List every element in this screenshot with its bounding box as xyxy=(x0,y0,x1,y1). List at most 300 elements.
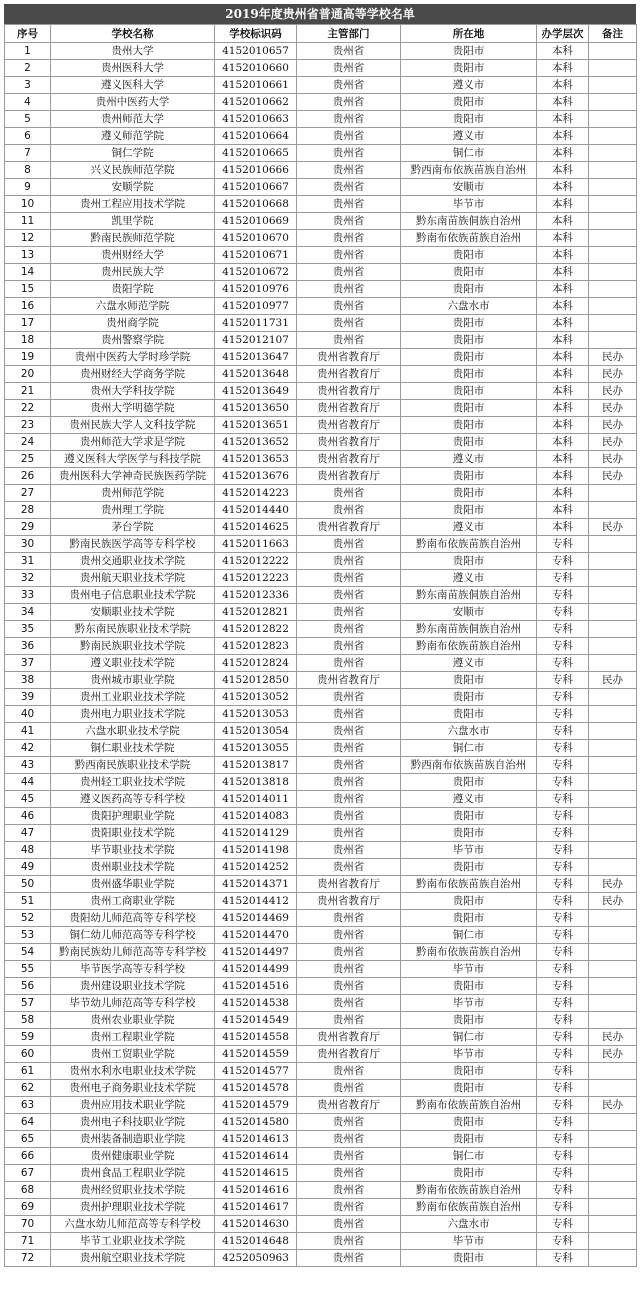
level-cell: 专科 xyxy=(537,1182,589,1199)
school-name-cell: 茅台学院 xyxy=(51,519,215,536)
school-code-cell: 4152010665 xyxy=(215,145,297,162)
school-code-cell: 4152012107 xyxy=(215,332,297,349)
index-cell: 27 xyxy=(5,485,51,502)
school-code-cell: 4152014499 xyxy=(215,961,297,978)
school-code-cell: 4152014538 xyxy=(215,995,297,1012)
location-cell: 贵阳市 xyxy=(401,774,537,791)
school-code-cell: 4152010664 xyxy=(215,128,297,145)
remark-cell: 民办 xyxy=(589,417,637,434)
location-cell: 贵阳市 xyxy=(401,1165,537,1182)
school-code-cell: 4152013650 xyxy=(215,400,297,417)
remark-cell xyxy=(589,757,637,774)
level-cell: 本科 xyxy=(537,145,589,162)
level-cell: 专科 xyxy=(537,961,589,978)
department-cell: 贵州省 xyxy=(297,1131,401,1148)
school-name-cell: 铜仁幼儿师范高等专科学校 xyxy=(51,927,215,944)
school-code-cell: 4152014516 xyxy=(215,978,297,995)
school-code-cell: 4152014580 xyxy=(215,1114,297,1131)
location-cell: 毕节市 xyxy=(401,995,537,1012)
level-cell: 专科 xyxy=(537,978,589,995)
school-code-cell: 4152014614 xyxy=(215,1148,297,1165)
remark-cell xyxy=(589,1148,637,1165)
index-cell: 39 xyxy=(5,689,51,706)
department-cell: 贵州省 xyxy=(297,1250,401,1267)
index-cell: 18 xyxy=(5,332,51,349)
school-code-cell: 4152014559 xyxy=(215,1046,297,1063)
remark-cell: 民办 xyxy=(589,366,637,383)
location-cell: 贵阳市 xyxy=(401,1131,537,1148)
remark-cell: 民办 xyxy=(589,349,637,366)
level-cell: 专科 xyxy=(537,791,589,808)
school-code-cell: 4152013676 xyxy=(215,468,297,485)
school-name-cell: 贵州师范大学求是学院 xyxy=(51,434,215,451)
school-code-cell: 4152013055 xyxy=(215,740,297,757)
remark-cell xyxy=(589,1165,637,1182)
school-name-cell: 贵州盛华职业学院 xyxy=(51,876,215,893)
remark-cell xyxy=(589,859,637,876)
level-cell: 本科 xyxy=(537,366,589,383)
remark-cell xyxy=(589,944,637,961)
index-cell: 57 xyxy=(5,995,51,1012)
remark-cell xyxy=(589,179,637,196)
table-row xyxy=(5,485,637,502)
school-code-cell: 4152011663 xyxy=(215,536,297,553)
remark-cell: 民办 xyxy=(589,383,637,400)
level-cell: 专科 xyxy=(537,1080,589,1097)
level-cell: 本科 xyxy=(537,247,589,264)
school-name-cell: 贵州工业职业技术学院 xyxy=(51,689,215,706)
department-cell: 贵州省 xyxy=(297,553,401,570)
school-name-cell: 贵州建设职业技术学院 xyxy=(51,978,215,995)
school-name-cell: 贵州财经大学 xyxy=(51,247,215,264)
department-cell: 贵州省 xyxy=(297,1199,401,1216)
level-cell: 本科 xyxy=(537,451,589,468)
table-row xyxy=(5,1148,637,1165)
department-cell: 贵州省 xyxy=(297,179,401,196)
department-cell: 贵州省教育厅 xyxy=(297,893,401,910)
index-cell: 11 xyxy=(5,213,51,230)
level-cell: 专科 xyxy=(537,1131,589,1148)
department-cell: 贵州省 xyxy=(297,485,401,502)
school-code-cell: 4152012336 xyxy=(215,587,297,604)
header-school-code: 学校标识码 xyxy=(215,25,297,43)
remark-cell xyxy=(589,638,637,655)
level-cell: 本科 xyxy=(537,281,589,298)
level-cell: 专科 xyxy=(537,1148,589,1165)
department-cell: 贵州省 xyxy=(297,1216,401,1233)
index-cell: 31 xyxy=(5,553,51,570)
department-cell: 贵州省 xyxy=(297,842,401,859)
school-code-cell: 4152013651 xyxy=(215,417,297,434)
level-cell: 本科 xyxy=(537,128,589,145)
level-cell: 本科 xyxy=(537,230,589,247)
location-cell: 贵阳市 xyxy=(401,1114,537,1131)
index-cell: 20 xyxy=(5,366,51,383)
department-cell: 贵州省 xyxy=(297,230,401,247)
location-cell: 贵阳市 xyxy=(401,94,537,111)
level-cell: 专科 xyxy=(537,910,589,927)
remark-cell xyxy=(589,774,637,791)
department-cell: 贵州省教育厅 xyxy=(297,672,401,689)
remark-cell xyxy=(589,995,637,1012)
department-cell: 贵州省教育厅 xyxy=(297,434,401,451)
school-code-cell: 4152014578 xyxy=(215,1080,297,1097)
location-cell: 贵阳市 xyxy=(401,111,537,128)
header-remark: 备注 xyxy=(589,25,637,43)
department-cell: 贵州省 xyxy=(297,502,401,519)
index-cell: 49 xyxy=(5,859,51,876)
remark-cell xyxy=(589,77,637,94)
school-code-cell: 4152012822 xyxy=(215,621,297,638)
index-cell: 30 xyxy=(5,536,51,553)
school-name-cell: 贵阳护理职业学院 xyxy=(51,808,215,825)
school-name-cell: 贵阳幼儿师范高等专科学校 xyxy=(51,910,215,927)
index-cell: 72 xyxy=(5,1250,51,1267)
remark-cell xyxy=(589,281,637,298)
school-table xyxy=(4,24,637,1267)
table-row xyxy=(5,213,637,230)
header-level: 办学层次 xyxy=(537,25,589,43)
table-row xyxy=(5,332,637,349)
school-name-cell: 贵州电子科技职业学院 xyxy=(51,1114,215,1131)
index-cell: 29 xyxy=(5,519,51,536)
school-name-cell: 六盘水职业技术学院 xyxy=(51,723,215,740)
remark-cell xyxy=(589,332,637,349)
table-row xyxy=(5,893,637,910)
remark-cell xyxy=(589,791,637,808)
school-code-cell: 4152014613 xyxy=(215,1131,297,1148)
index-cell: 54 xyxy=(5,944,51,961)
school-name-cell: 遵义师范学院 xyxy=(51,128,215,145)
remark-cell: 民办 xyxy=(589,1029,637,1046)
department-cell: 贵州省 xyxy=(297,332,401,349)
school-name-cell: 贵州民族大学 xyxy=(51,264,215,281)
level-cell: 专科 xyxy=(537,536,589,553)
table-row xyxy=(5,111,637,128)
location-cell: 黔东南苗族侗族自治州 xyxy=(401,587,537,604)
index-cell: 10 xyxy=(5,196,51,213)
remark-cell xyxy=(589,927,637,944)
remark-cell xyxy=(589,1080,637,1097)
school-code-cell: 4152014558 xyxy=(215,1029,297,1046)
school-code-cell: 4152010662 xyxy=(215,94,297,111)
index-cell: 6 xyxy=(5,128,51,145)
remark-cell: 民办 xyxy=(589,519,637,536)
remark-cell xyxy=(589,587,637,604)
remark-cell xyxy=(589,1250,637,1267)
level-cell: 专科 xyxy=(537,1097,589,1114)
school-code-cell: 4152012824 xyxy=(215,655,297,672)
location-cell: 贵阳市 xyxy=(401,978,537,995)
school-code-cell: 4152010672 xyxy=(215,264,297,281)
header-department: 主管部门 xyxy=(297,25,401,43)
school-name-cell: 贵阳学院 xyxy=(51,281,215,298)
remark-cell xyxy=(589,808,637,825)
level-cell: 本科 xyxy=(537,196,589,213)
school-code-cell: 4152014412 xyxy=(215,893,297,910)
school-name-cell: 黔南民族幼儿师范高等专科学校 xyxy=(51,944,215,961)
remark-cell xyxy=(589,1063,637,1080)
remark-cell xyxy=(589,1233,637,1250)
school-name-cell: 凯里学院 xyxy=(51,213,215,230)
table-row xyxy=(5,1250,637,1267)
department-cell: 贵州省教育厅 xyxy=(297,1097,401,1114)
location-cell: 遵义市 xyxy=(401,128,537,145)
level-cell: 本科 xyxy=(537,43,589,60)
level-cell: 专科 xyxy=(537,621,589,638)
table-row xyxy=(5,910,637,927)
location-cell: 黔南布依族苗族自治州 xyxy=(401,638,537,655)
table-row xyxy=(5,706,637,723)
department-cell: 贵州省 xyxy=(297,196,401,213)
index-cell: 34 xyxy=(5,604,51,621)
index-cell: 71 xyxy=(5,1233,51,1250)
location-cell: 遵义市 xyxy=(401,570,537,587)
table-row xyxy=(5,723,637,740)
level-cell: 专科 xyxy=(537,757,589,774)
table-row xyxy=(5,128,637,145)
level-cell: 专科 xyxy=(537,689,589,706)
department-cell: 贵州省教育厅 xyxy=(297,451,401,468)
index-cell: 37 xyxy=(5,655,51,672)
department-cell: 贵州省 xyxy=(297,77,401,94)
school-code-cell: 4152012821 xyxy=(215,604,297,621)
location-cell: 贵阳市 xyxy=(401,859,537,876)
school-code-cell: 4152012223 xyxy=(215,570,297,587)
index-cell: 13 xyxy=(5,247,51,264)
table-row xyxy=(5,604,637,621)
level-cell: 专科 xyxy=(537,587,589,604)
school-code-cell: 4152014198 xyxy=(215,842,297,859)
index-cell: 35 xyxy=(5,621,51,638)
location-cell: 遵义市 xyxy=(401,77,537,94)
department-cell: 贵州省 xyxy=(297,570,401,587)
location-cell: 黔南布依族苗族自治州 xyxy=(401,1182,537,1199)
department-cell: 贵州省 xyxy=(297,723,401,740)
location-cell: 贵阳市 xyxy=(401,1012,537,1029)
location-cell: 贵阳市 xyxy=(401,893,537,910)
school-name-cell: 贵州工程职业学院 xyxy=(51,1029,215,1046)
remark-cell xyxy=(589,723,637,740)
table-row xyxy=(5,1199,637,1216)
school-code-cell: 4152010657 xyxy=(215,43,297,60)
level-cell: 专科 xyxy=(537,570,589,587)
table-row xyxy=(5,825,637,842)
index-cell: 15 xyxy=(5,281,51,298)
school-code-cell: 4152014469 xyxy=(215,910,297,927)
table-row xyxy=(5,400,637,417)
school-name-cell: 铜仁职业技术学院 xyxy=(51,740,215,757)
location-cell: 贵阳市 xyxy=(401,400,537,417)
table-row xyxy=(5,757,637,774)
level-cell: 专科 xyxy=(537,1233,589,1250)
table-row xyxy=(5,434,637,451)
remark-cell xyxy=(589,264,637,281)
school-name-cell: 贵州中医药大学时珍学院 xyxy=(51,349,215,366)
remark-cell xyxy=(589,162,637,179)
remark-cell: 民办 xyxy=(589,1046,637,1063)
index-cell: 66 xyxy=(5,1148,51,1165)
remark-cell xyxy=(589,910,637,927)
school-name-cell: 贵州经贸职业技术学院 xyxy=(51,1182,215,1199)
department-cell: 贵州省 xyxy=(297,791,401,808)
level-cell: 本科 xyxy=(537,417,589,434)
location-cell: 遵义市 xyxy=(401,655,537,672)
remark-cell xyxy=(589,94,637,111)
header-school-name: 学校名称 xyxy=(51,25,215,43)
school-code-cell: 4152010670 xyxy=(215,230,297,247)
department-cell: 贵州省 xyxy=(297,808,401,825)
location-cell: 毕节市 xyxy=(401,1233,537,1250)
remark-cell xyxy=(589,247,637,264)
school-name-cell: 贵州健康职业学院 xyxy=(51,1148,215,1165)
table-row xyxy=(5,1233,637,1250)
table-row xyxy=(5,298,637,315)
index-cell: 46 xyxy=(5,808,51,825)
school-code-cell: 4152014470 xyxy=(215,927,297,944)
location-cell: 贵阳市 xyxy=(401,349,537,366)
remark-cell xyxy=(589,60,637,77)
department-cell: 贵州省教育厅 xyxy=(297,1046,401,1063)
table-row xyxy=(5,1165,637,1182)
location-cell: 黔东南苗族侗族自治州 xyxy=(401,213,537,230)
department-cell: 贵州省 xyxy=(297,927,401,944)
department-cell: 贵州省 xyxy=(297,1233,401,1250)
department-cell: 贵州省 xyxy=(297,910,401,927)
index-cell: 58 xyxy=(5,1012,51,1029)
index-cell: 45 xyxy=(5,791,51,808)
school-code-cell: 4152013653 xyxy=(215,451,297,468)
table-row xyxy=(5,961,637,978)
table-row xyxy=(5,94,637,111)
school-name-cell: 贵州师范大学 xyxy=(51,111,215,128)
level-cell: 专科 xyxy=(537,876,589,893)
location-cell: 贵阳市 xyxy=(401,1063,537,1080)
location-cell: 贵阳市 xyxy=(401,60,537,77)
table-row xyxy=(5,655,637,672)
level-cell: 专科 xyxy=(537,655,589,672)
level-cell: 专科 xyxy=(537,842,589,859)
location-cell: 铜仁市 xyxy=(401,1148,537,1165)
school-name-cell: 贵州电子商务职业技术学院 xyxy=(51,1080,215,1097)
school-code-cell: 4152013647 xyxy=(215,349,297,366)
remark-cell xyxy=(589,1199,637,1216)
table-row xyxy=(5,689,637,706)
table-body xyxy=(5,43,637,1267)
index-cell: 44 xyxy=(5,774,51,791)
school-name-cell: 遵义医科大学医学与科技学院 xyxy=(51,451,215,468)
table-row xyxy=(5,519,637,536)
location-cell: 黔南布依族苗族自治州 xyxy=(401,876,537,893)
department-cell: 贵州省教育厅 xyxy=(297,400,401,417)
location-cell: 毕节市 xyxy=(401,961,537,978)
department-cell: 贵州省 xyxy=(297,825,401,842)
index-cell: 23 xyxy=(5,417,51,434)
school-code-cell: 4152013648 xyxy=(215,366,297,383)
level-cell: 本科 xyxy=(537,162,589,179)
level-cell: 专科 xyxy=(537,706,589,723)
level-cell: 专科 xyxy=(537,1199,589,1216)
remark-cell xyxy=(589,298,637,315)
school-name-cell: 贵州职业技术学院 xyxy=(51,859,215,876)
table-row xyxy=(5,1029,637,1046)
remark-cell xyxy=(589,213,637,230)
school-name-cell: 安顺职业技术学院 xyxy=(51,604,215,621)
index-cell: 22 xyxy=(5,400,51,417)
table-row xyxy=(5,1080,637,1097)
index-cell: 12 xyxy=(5,230,51,247)
level-cell: 专科 xyxy=(537,1250,589,1267)
school-code-cell: 4152010663 xyxy=(215,111,297,128)
remark-cell xyxy=(589,1131,637,1148)
department-cell: 贵州省 xyxy=(297,774,401,791)
department-cell: 贵州省 xyxy=(297,60,401,77)
location-cell: 毕节市 xyxy=(401,1046,537,1063)
level-cell: 本科 xyxy=(537,332,589,349)
level-cell: 专科 xyxy=(537,944,589,961)
location-cell: 贵阳市 xyxy=(401,910,537,927)
school-name-cell: 贵州装备制造职业学院 xyxy=(51,1131,215,1148)
location-cell: 贵阳市 xyxy=(401,247,537,264)
department-cell: 贵州省教育厅 xyxy=(297,876,401,893)
remark-cell xyxy=(589,706,637,723)
school-code-cell: 4152010976 xyxy=(215,281,297,298)
remark-cell xyxy=(589,604,637,621)
school-name-cell: 贵州农业职业学院 xyxy=(51,1012,215,1029)
department-cell: 贵州省 xyxy=(297,264,401,281)
remark-cell xyxy=(589,1216,637,1233)
remark-cell xyxy=(589,536,637,553)
index-cell: 32 xyxy=(5,570,51,587)
index-cell: 7 xyxy=(5,145,51,162)
level-cell: 本科 xyxy=(537,111,589,128)
location-cell: 遵义市 xyxy=(401,791,537,808)
level-cell: 专科 xyxy=(537,1029,589,1046)
department-cell: 贵州省 xyxy=(297,1012,401,1029)
department-cell: 贵州省 xyxy=(297,944,401,961)
index-cell: 69 xyxy=(5,1199,51,1216)
school-code-cell: 4152010660 xyxy=(215,60,297,77)
department-cell: 贵州省 xyxy=(297,655,401,672)
location-cell: 六盘水市 xyxy=(401,298,537,315)
index-cell: 25 xyxy=(5,451,51,468)
department-cell: 贵州省 xyxy=(297,689,401,706)
school-name-cell: 铜仁学院 xyxy=(51,145,215,162)
school-code-cell: 4152010661 xyxy=(215,77,297,94)
department-cell: 贵州省 xyxy=(297,995,401,1012)
table-row xyxy=(5,553,637,570)
index-cell: 21 xyxy=(5,383,51,400)
table-header-row xyxy=(5,25,637,43)
department-cell: 贵州省 xyxy=(297,1114,401,1131)
school-code-cell: 4152012850 xyxy=(215,672,297,689)
department-cell: 贵州省教育厅 xyxy=(297,468,401,485)
location-cell: 贵阳市 xyxy=(401,553,537,570)
index-cell: 40 xyxy=(5,706,51,723)
table-row xyxy=(5,247,637,264)
location-cell: 黔南布依族苗族自治州 xyxy=(401,1199,537,1216)
school-name-cell: 毕节工业职业技术学院 xyxy=(51,1233,215,1250)
level-cell: 本科 xyxy=(537,502,589,519)
table-row xyxy=(5,417,637,434)
department-cell: 贵州省 xyxy=(297,604,401,621)
level-cell: 本科 xyxy=(537,519,589,536)
school-code-cell: 4152013054 xyxy=(215,723,297,740)
index-cell: 55 xyxy=(5,961,51,978)
school-name-cell: 毕节职业技术学院 xyxy=(51,842,215,859)
location-cell: 贵阳市 xyxy=(401,1080,537,1097)
school-name-cell: 贵州航天职业技术学院 xyxy=(51,570,215,587)
